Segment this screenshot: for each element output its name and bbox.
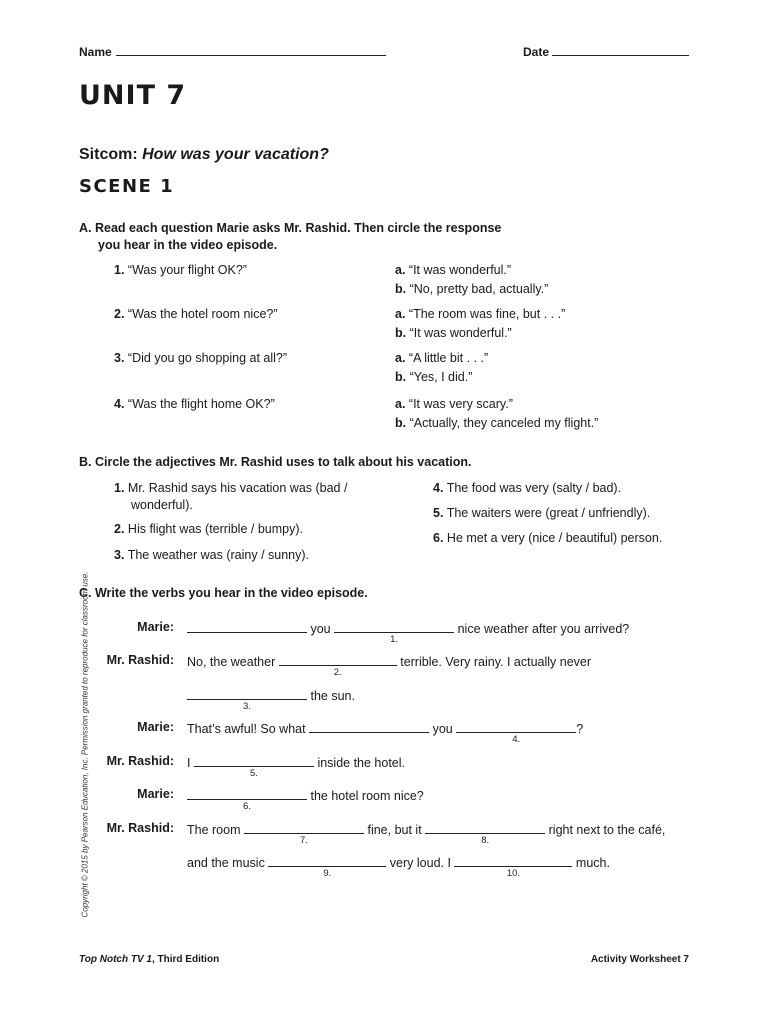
- answer-3a[interactable]: a. “A little bit . . .”: [395, 351, 489, 365]
- dialogue-line-2: No, the weather 2. terrible. Very rainy. I actually never: [187, 655, 592, 678]
- sitcom-episode-title: How was your vacation?: [142, 146, 329, 163]
- verb-blank-1a[interactable]: [187, 620, 307, 633]
- answer-3b[interactable]: b. “Yes, I did.”: [395, 370, 473, 384]
- verb-blank-9[interactable]: 9.: [268, 854, 386, 867]
- answer-1a[interactable]: a. “It was wonderful.”: [395, 263, 512, 277]
- section-a-heading-line1: A. Read each question Marie asks Mr. Rashid. Then circle the response: [79, 221, 502, 235]
- b-item-6[interactable]: 6. He met a very (nice / beautiful) person.: [433, 531, 663, 545]
- date-field-line[interactable]: [552, 55, 689, 56]
- answer-4b[interactable]: b. “Actually, they canceled my flight.”: [395, 416, 599, 430]
- speaker-rashid: Mr. Rashid:: [106, 754, 174, 768]
- name-label: Name: [79, 45, 112, 59]
- footer-worksheet: Activity Worksheet 7: [590, 954, 689, 965]
- footer-book-title: Top Notch TV 1, Third Edition: [79, 954, 220, 965]
- verb-blank-2[interactable]: 2.: [279, 653, 397, 666]
- verb-blank-1b[interactable]: 1.: [334, 620, 454, 633]
- dialogue-line-6: 6. the hotel room nice?: [187, 787, 424, 803]
- b-item-1-cont[interactable]: wonderful).: [131, 498, 193, 512]
- speaker-marie: Marie:: [137, 620, 174, 634]
- dialogue-line-4: That’s awful! So what you 4. ?: [187, 722, 584, 745]
- speaker-rashid: Mr. Rashid:: [106, 821, 174, 835]
- question-2: 2. “Was the hotel room nice?”: [114, 307, 278, 321]
- name-field-line[interactable]: [116, 55, 386, 56]
- b-item-5[interactable]: 5. The waiters were (great / unfriendly).: [433, 506, 651, 520]
- b-item-1[interactable]: 1. Mr. Rashid says his vacation was (bad /: [114, 481, 348, 495]
- question-4: 4. “Was the flight home OK?”: [114, 397, 275, 411]
- section-b-heading: B. Circle the adjectives Mr. Rashid uses to talk about his vacation.: [79, 455, 472, 469]
- verb-blank-4b[interactable]: 4.: [456, 720, 576, 733]
- question-1: 1. “Was your flight OK?”: [114, 263, 247, 277]
- b-item-2[interactable]: 2. His flight was (terrible / bumpy).: [114, 522, 303, 536]
- date-label: Date: [523, 45, 550, 59]
- dialogue-line-5: I 5. inside the hotel.: [187, 756, 406, 779]
- speaker-marie: Marie:: [137, 787, 174, 801]
- sitcom-title: [79, 146, 329, 164]
- unit-title: UNIT 7: [79, 80, 187, 111]
- b-item-4[interactable]: 4. The food was very (salty / bad).: [433, 481, 622, 495]
- speaker-rashid: Mr. Rashid:: [106, 653, 174, 667]
- section-c-heading: C. Write the verbs you hear in the video episode.: [79, 586, 368, 600]
- section-a-heading-line2: you hear in the video episode.: [98, 238, 278, 252]
- verb-blank-8[interactable]: 8.: [425, 821, 545, 834]
- verb-blank-10[interactable]: 10.: [454, 854, 572, 867]
- verb-blank-5[interactable]: 5.: [194, 754, 314, 767]
- dialogue-line-3: 3. the sun.: [187, 687, 355, 703]
- answer-1b[interactable]: b. “No, pretty bad, actually.”: [395, 282, 549, 296]
- b-item-3[interactable]: 3. The weather was (rainy / sunny).: [114, 548, 310, 562]
- speaker-marie: Marie:: [137, 720, 174, 734]
- dialogue-line-7: The room 7. fine, but it 8. right next to the café,: [187, 823, 666, 846]
- answer-4a[interactable]: a. “It was very scary.”: [395, 397, 513, 411]
- sitcom-prefix: Sitcom:: [79, 146, 138, 163]
- verb-blank-7[interactable]: 7.: [244, 821, 364, 834]
- dialogue-line-1: you 1. nice weather after you arrived?: [187, 620, 629, 636]
- dialogue-line-8: and the music 9. very loud. I 10. much.: [187, 856, 610, 879]
- answer-2b[interactable]: b. “It was wonderful.”: [395, 326, 512, 340]
- verb-blank-4a[interactable]: [309, 720, 429, 733]
- answer-2a[interactable]: a. “The room was fine, but . . .”: [395, 307, 566, 321]
- verb-blank-6[interactable]: 6.: [187, 787, 307, 800]
- copyright-notice: Copyright © 2015 by Pearson Education, Inc. Permission granted to reproduce for classroom use.: [80, 571, 90, 918]
- scene-title: SCENE 1: [79, 176, 175, 197]
- question-3: 3. “Did you go shopping at all?”: [114, 351, 288, 365]
- verb-blank-3[interactable]: 3.: [187, 687, 307, 700]
